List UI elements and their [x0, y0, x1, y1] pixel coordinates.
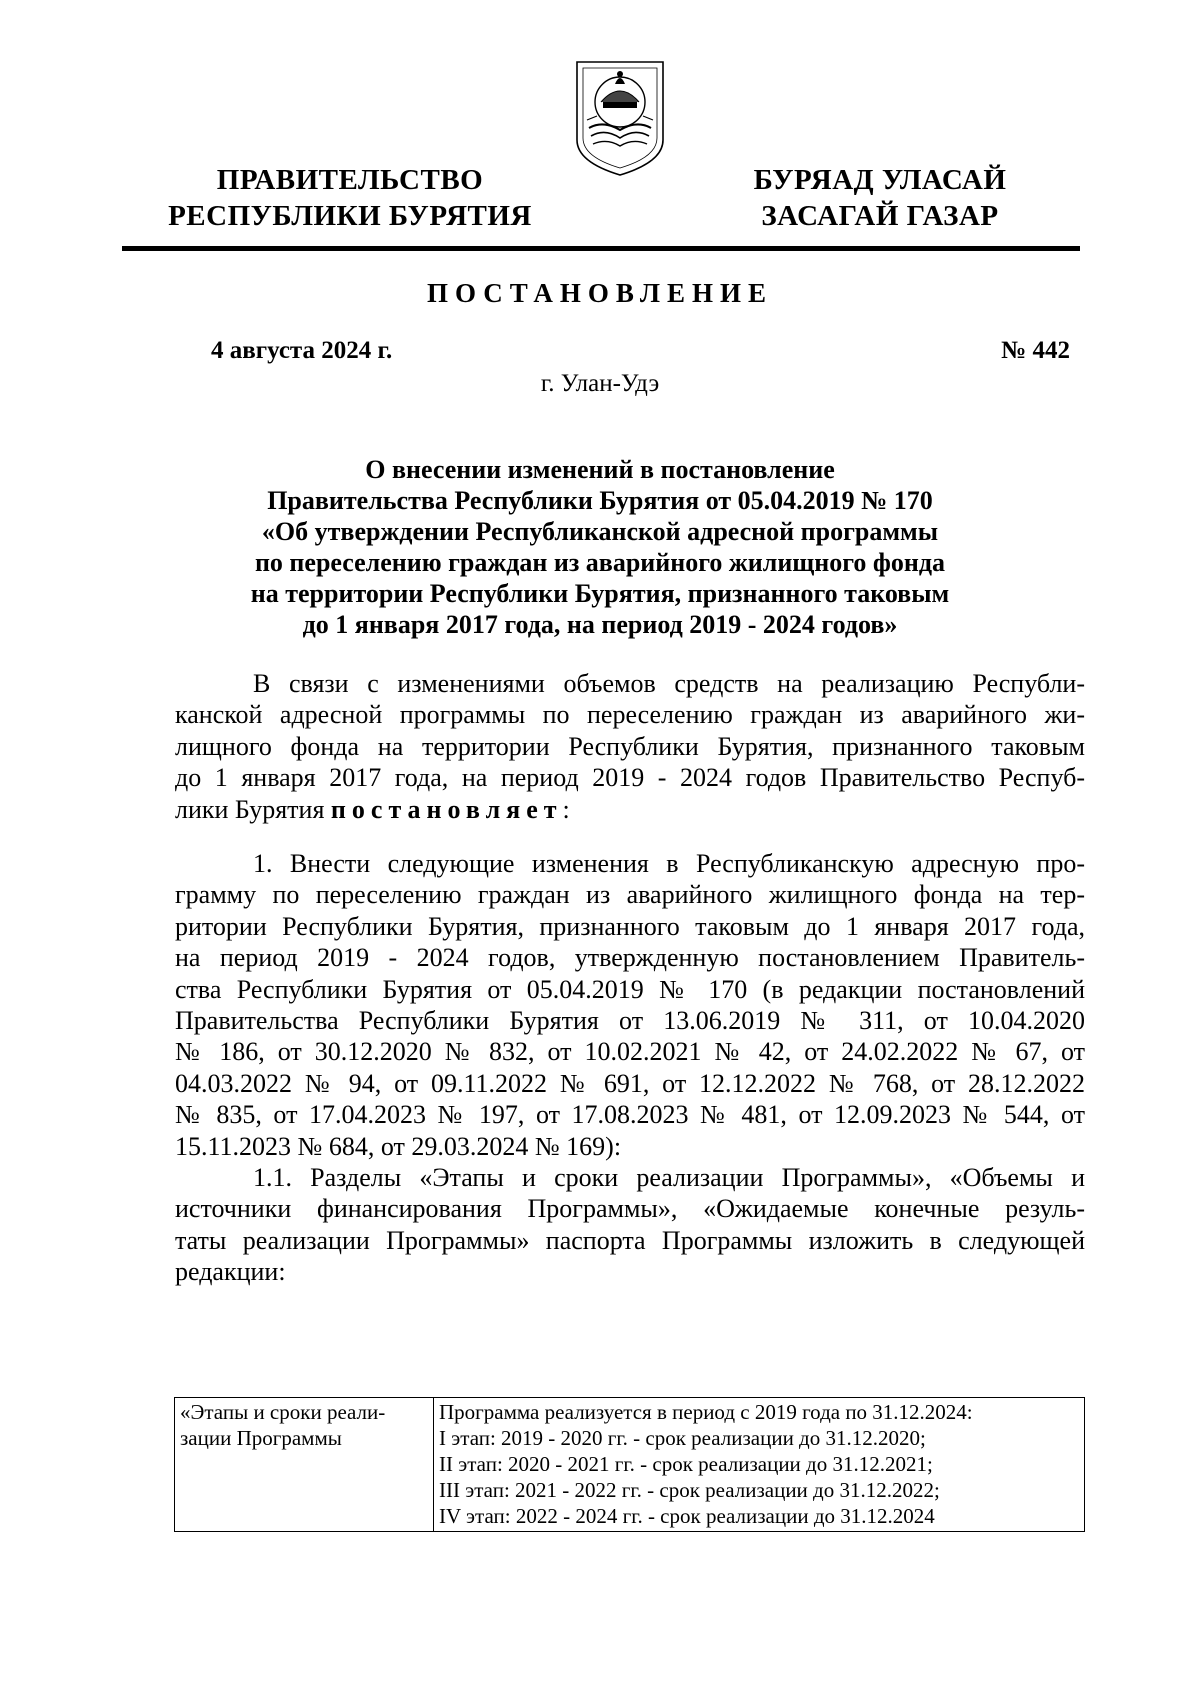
paragraph-line: 15.11.2023 № 684, от 29.03.2024 № 169):	[175, 1131, 622, 1161]
program-passport-table	[174, 1397, 1085, 1532]
subject-line: Правительства Республики Бурятия от 05.04.2019 № 170	[267, 486, 933, 515]
paragraph-line: В связи с изменениями объемов средств на реализацию Республи-	[253, 669, 1085, 698]
org-name-line: ПРАВИТЕЛЬСТВО	[216, 164, 484, 196]
header-divider	[122, 246, 1080, 251]
table-cell-label	[175, 1398, 434, 1532]
cell-line: IV этап: 2022 - 2024 гг. - срок реализации до 31.12.2024	[439, 1504, 935, 1528]
org-name-line: РЕСПУБЛИКИ БУРЯТИЯ	[168, 200, 532, 232]
table-cell-content	[434, 1398, 1085, 1532]
paragraph-line: редакции:	[175, 1257, 286, 1287]
preamble-paragraph	[175, 668, 1085, 825]
paragraph-line: № 186, от 30.12.2020 № 832, от 10.02.2021 № 42, от 24.02.2022 № 67, от	[175, 1037, 1085, 1067]
paragraph-text: лики Бурятия	[175, 794, 331, 824]
paragraph-line	[175, 794, 1085, 825]
document-type-title: ПОСТАНОВЛЕНИЕ	[426, 278, 774, 308]
org-name-line: ЗАСАГАЙ ГАЗАР	[761, 200, 999, 232]
table-row	[175, 1398, 1085, 1532]
subject-line: на территории Республики Бурятия, признанного таковым	[250, 579, 950, 608]
document-date: 4 августа 2024 г.	[211, 337, 393, 364]
subject-line: по переселению граждан из аварийного жилищного фонда	[254, 548, 946, 577]
paragraph-line: № 835, от 17.04.2023 № 197, от 17.08.2023 № 481, от 12.09.2023 № 544, от	[175, 1100, 1085, 1130]
org-name-russian	[150, 162, 550, 234]
cell-line: зации Программы	[180, 1426, 342, 1450]
spaced-verb: постановляет	[330, 794, 563, 824]
subject-line: «Об утверждении Республиканской адресной программы	[261, 517, 939, 546]
point-1-paragraph	[175, 848, 1085, 1162]
subject-line: О внесении изменений в постановление	[365, 455, 835, 484]
document-number: № 442	[1001, 337, 1070, 364]
paragraph-line: 1.1. Разделы «Этапы и сроки реализации Программы», «Объемы и	[253, 1163, 1085, 1192]
cell-line: «Этапы и сроки реали-	[180, 1400, 386, 1424]
paragraph-line: источники финансирования Программы», «Ожидаемые конечные резуль-	[175, 1194, 1085, 1224]
paragraph-line: 1. Внести следующие изменения в Республиканскую адресную про-	[253, 849, 1085, 878]
point-1-1-paragraph	[175, 1162, 1085, 1288]
paragraph-line: 04.03.2022 № 94, от 09.11.2022 № 691, от 12.12.2022 № 768, от 28.12.2022	[175, 1068, 1085, 1098]
paragraph-line: канской адресной программы по переселению граждан из аварийного жи-	[175, 700, 1085, 730]
org-name-line: БУРЯАД УЛАСАЙ	[753, 164, 1007, 196]
paragraph-line: грамму по переселению граждан из аварийного жилищного фонда на тер-	[175, 880, 1085, 910]
paragraph-line: до 1 января 2017 года, на период 2019 - 2024 годов Правительство Респуб-	[175, 763, 1085, 793]
document-city: г. Улан-Удэ	[540, 370, 660, 397]
paragraph-line: на период 2019 - 2024 годов, утвержденную постановлением Правитель-	[175, 943, 1085, 973]
document-subject	[150, 454, 1050, 640]
paragraph-line: лищного фонда на территории Республики Бурятия, признанного таковым	[175, 731, 1085, 761]
paragraph-line: ритории Республики Бурятия, признанного таковым до 1 января 2017 года,	[175, 911, 1085, 941]
cell-line: Программа реализуется в период с 2019 года по 31.12.2024:	[439, 1400, 973, 1424]
paragraph-line: таты реализации Программы» паспорта Программы изложить в следующей	[175, 1225, 1085, 1255]
cell-line: III этап: 2021 - 2022 гг. - срок реализации до 31.12.2022;	[439, 1478, 940, 1502]
subject-line: до 1 января 2017 года, на период 2019 - 2024 годов»	[302, 610, 898, 639]
paragraph-line: ства Республики Бурятия от 05.04.2019 № 170 (в редакции постановлений	[175, 974, 1085, 1004]
coat-of-arms-icon	[573, 58, 667, 178]
paragraph-text: :	[562, 794, 570, 824]
cell-line: I этап: 2019 - 2020 гг. - срок реализации до 31.12.2020;	[439, 1426, 926, 1450]
paragraph-line: Правительства Республики Бурятия от 13.06.2019 № 311, от 10.04.2020	[175, 1006, 1085, 1036]
cell-line: II этап: 2020 - 2021 гг. - срок реализации до 31.12.2021;	[439, 1452, 933, 1476]
org-name-buryat	[720, 162, 1040, 234]
